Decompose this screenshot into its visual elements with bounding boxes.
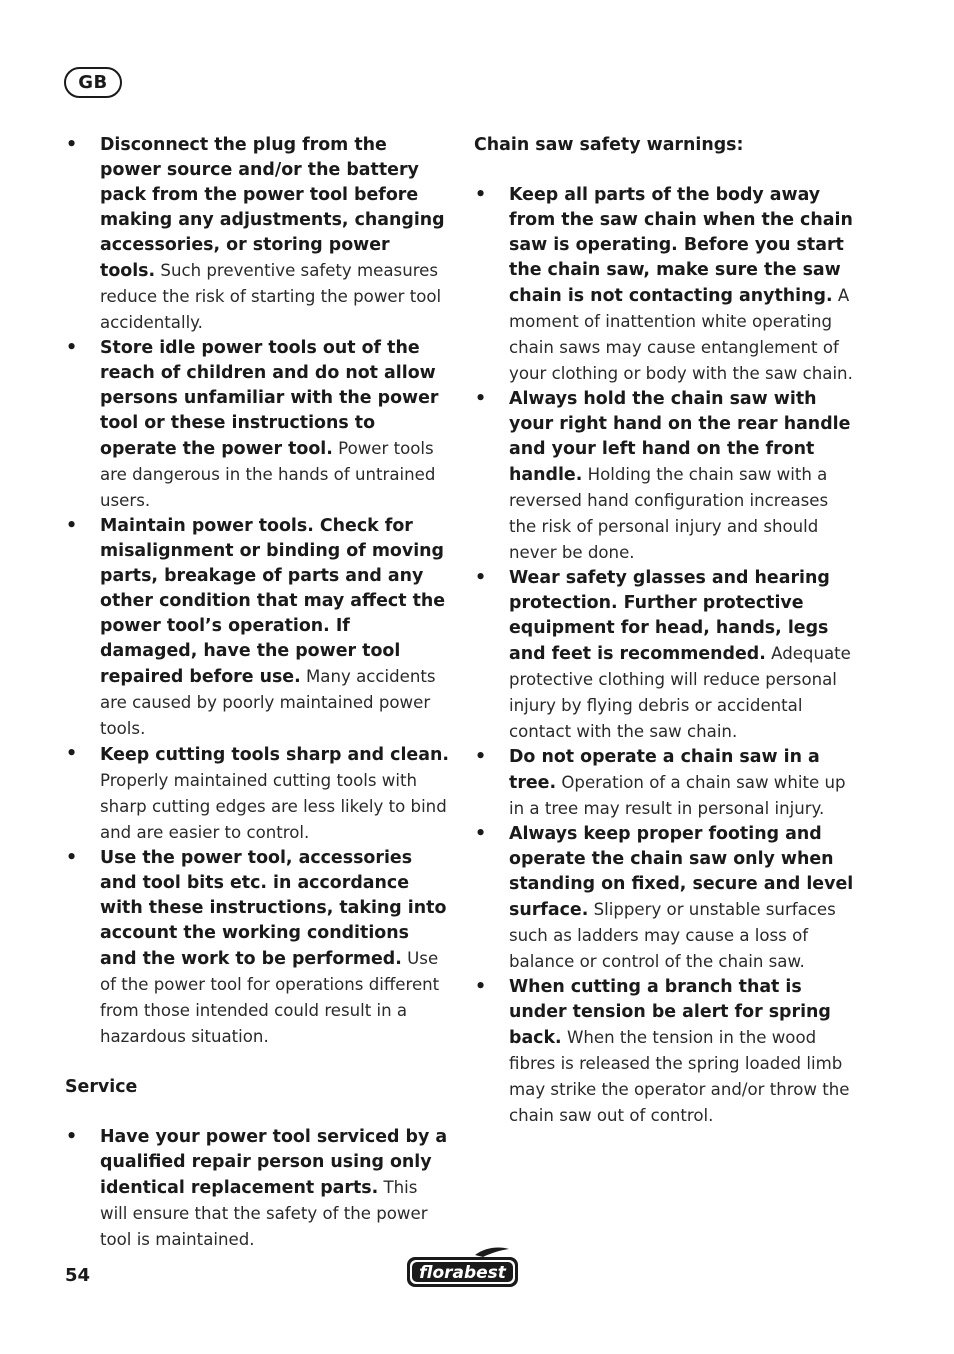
item-bold-text: Keep all parts of the body away from the saw chain when the chain saw is operating. Before you start the chain saw, make sure the saw chain is not contacting anything. — [509, 185, 853, 306]
list-item — [65, 1125, 450, 1253]
chain-saw-heading: Chain saw safety warnings: — [474, 135, 744, 155]
item-bold-text: Store idle power tools out of the reach of children and do not allow persons unfamiliar with the power tool or these instructions to operate the power tool. — [100, 338, 439, 459]
language-badge: GB — [64, 67, 122, 98]
list-item — [474, 745, 858, 822]
item-bold-text: When cutting a branch that is under tension be alert for spring back. — [509, 977, 831, 1048]
item-bold-text: Always keep proper footing and operate the chain saw only when standing on fixed, secure and level surface. — [509, 824, 854, 920]
item-normal-text: Such preventive safety measures reduce the risk of starting the power tool accidentally. — [100, 261, 442, 332]
item-normal-text: A moment of inattention white operating chain saws may cause entanglement of your clothing or body with the saw chain. — [509, 286, 853, 383]
list-item — [474, 822, 858, 975]
item-bold-text: Keep cutting tools sharp and clean. — [100, 745, 449, 765]
list-item — [474, 183, 858, 387]
item-bold-text: Use the power tool, accessories and tool bits etc. in accordance with these instructions, taking into account the working conditions and the work to be performed. — [100, 848, 447, 969]
item-normal-text: Holding the chain saw with a reversed hand configuration increases the risk of personal injury and should never be done. — [509, 465, 829, 562]
safety-list-left — [65, 133, 450, 1050]
list-item — [474, 387, 858, 566]
item-bold-text: Disconnect the plug from the power source and/or the battery pack from the power tool before making any adjustments, changing accessories, or storing power tools. — [100, 135, 445, 281]
item-normal-text: When the tension in the wood fibres is released the spring loaded limb may strike the operator and/or throw the chain saw out of control. — [509, 1028, 850, 1125]
chain-saw-warnings-list — [474, 183, 858, 1129]
list-item — [65, 742, 450, 846]
item-normal-text: Many accidents are caused by poorly maintained power tools. — [100, 667, 436, 738]
left-column — [65, 133, 450, 1253]
logo-text: florabest — [419, 1263, 506, 1283]
florabest-logo — [405, 1245, 520, 1291]
item-bold-text: Wear safety glasses and hearing protection. Further protective equipment for head, hands, legs and feet is recommended. — [509, 568, 830, 664]
item-normal-text: Adequate protective clothing will reduce personal injury by flying debris or accidental contact with the saw chain. — [509, 644, 851, 741]
list-item — [65, 336, 450, 514]
item-bold-text: Always hold the chain saw with your right hand on the rear handle and your left hand on the front handle. — [509, 389, 851, 485]
list-item — [65, 514, 450, 742]
list-item — [474, 566, 858, 745]
right-column — [474, 133, 858, 1129]
item-normal-text: This will ensure that the safety of the power tool is maintained. — [100, 1178, 428, 1249]
list-item — [65, 846, 450, 1050]
service-heading: Service — [65, 1077, 138, 1097]
list-item — [65, 133, 450, 336]
item-normal-text: Use of the power tool for operations different from those intended could result in a hazardous situation. — [100, 949, 440, 1046]
service-list — [65, 1125, 450, 1253]
item-normal-text: Operation of a chain saw white up in a tree may result in personal injury. — [509, 773, 846, 818]
item-bold-text: Do not operate a chain saw in a tree. — [509, 747, 820, 793]
item-normal-text: Slippery or unstable surfaces such as ladders may cause a loss of balance or control of the chain saw. — [509, 900, 836, 971]
page-number: 54 — [65, 1265, 91, 1286]
list-item — [474, 975, 858, 1129]
item-normal-text: Power tools are dangerous in the hands of untrained users. — [100, 439, 436, 510]
item-bold-text: Maintain power tools. Check for misalignment or binding of moving parts, breakage of parts and any other condition that may affect the power tool’s operation. If damaged, have the power tool repaired before use. — [100, 516, 446, 687]
item-bold-text: Have your power tool serviced by a qualified repair person using only identical replacement parts. — [100, 1127, 448, 1198]
item-normal-text: Properly maintained cutting tools with sharp cutting edges are less likely to bind and are easier to control. — [100, 771, 447, 842]
